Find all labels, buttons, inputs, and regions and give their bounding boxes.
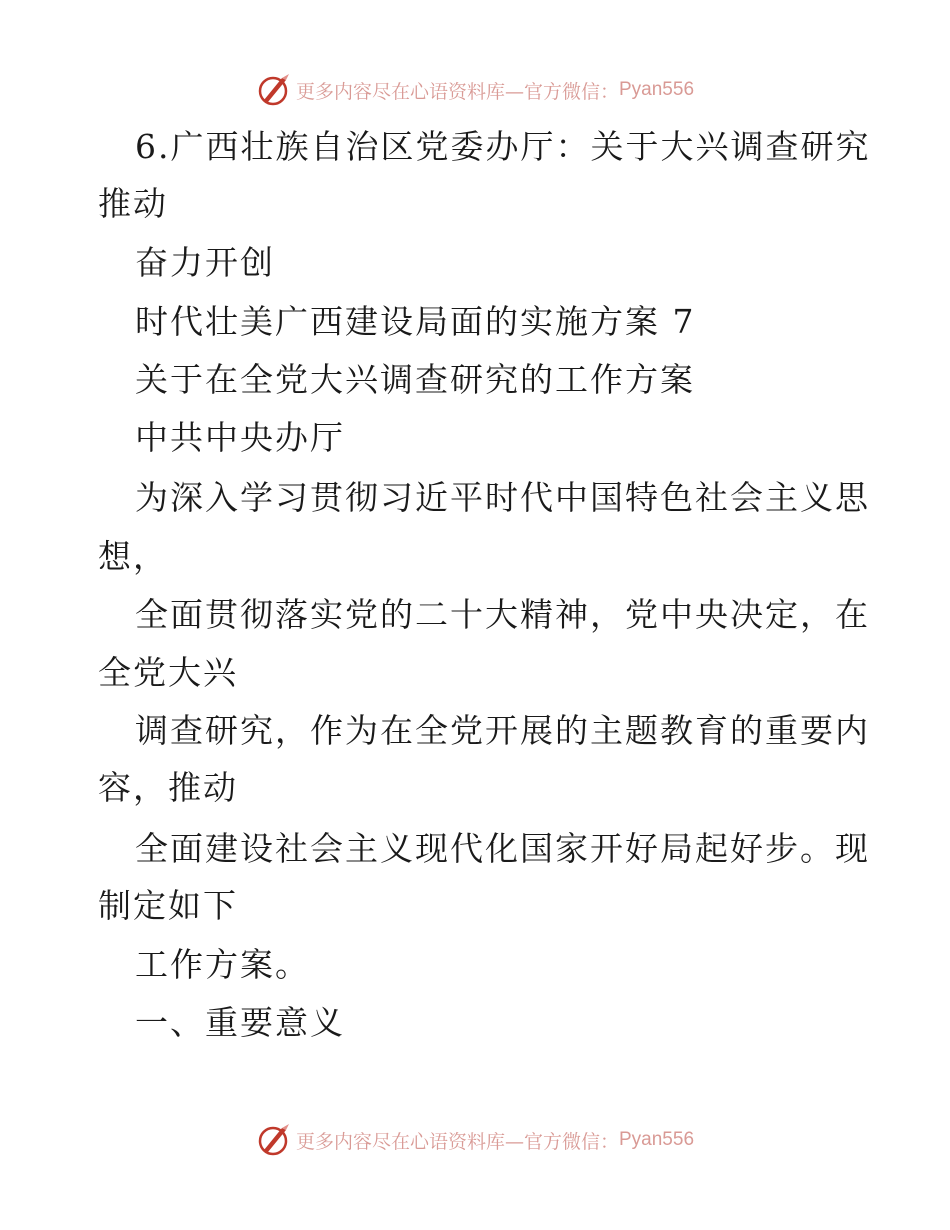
banner-text: 更多内容尽在心语资料库—官方微信：: [295, 1130, 619, 1153]
paragraph-line: 容，推动: [98, 768, 238, 807]
quill-pen-logo-icon: [256, 72, 292, 108]
paragraph-line: 全面建设社会主义现代化国家开好局起好步。现: [135, 829, 870, 868]
paragraph-line: 奋力开创: [135, 243, 275, 282]
banner-text: 更多内容尽在心语资料库—官方微信：: [295, 80, 619, 103]
header-banner: [0, 70, 950, 110]
paragraph-line: 6.广西壮族自治区党委办厅：关于大兴调查研究: [135, 127, 871, 166]
banner-wechat-id: Pyan556: [619, 79, 695, 100]
paragraph-line: 全面贯彻落实党的二十大精神，党中央决定，在: [135, 595, 870, 634]
paragraph-line: 工作方案。: [135, 945, 310, 984]
section-heading: 一、重要意义: [135, 1003, 345, 1042]
paragraph-line: 时代壮美广西建设局面的实施方案 7: [135, 302, 696, 341]
paragraph-line: 关于在全党大兴调查研究的工作方案: [135, 360, 695, 399]
paragraph-line: 想，: [98, 537, 168, 576]
banner-wechat-id: Pyan556: [619, 1129, 695, 1150]
paragraph-line: 中共中央办厅: [135, 418, 345, 457]
paragraph-line: 制定如下: [98, 886, 238, 925]
paragraph-line: 调查研究，作为在全党开展的主题教育的重要内: [135, 711, 870, 750]
quill-pen-logo-icon: [256, 1122, 292, 1158]
paragraph-line: 为深入学习贯彻习近平时代中国特色社会主义思: [135, 478, 870, 517]
paragraph-line: 推动: [98, 184, 168, 223]
footer-banner: [0, 1120, 950, 1160]
paragraph-line: 全党大兴: [98, 653, 238, 692]
